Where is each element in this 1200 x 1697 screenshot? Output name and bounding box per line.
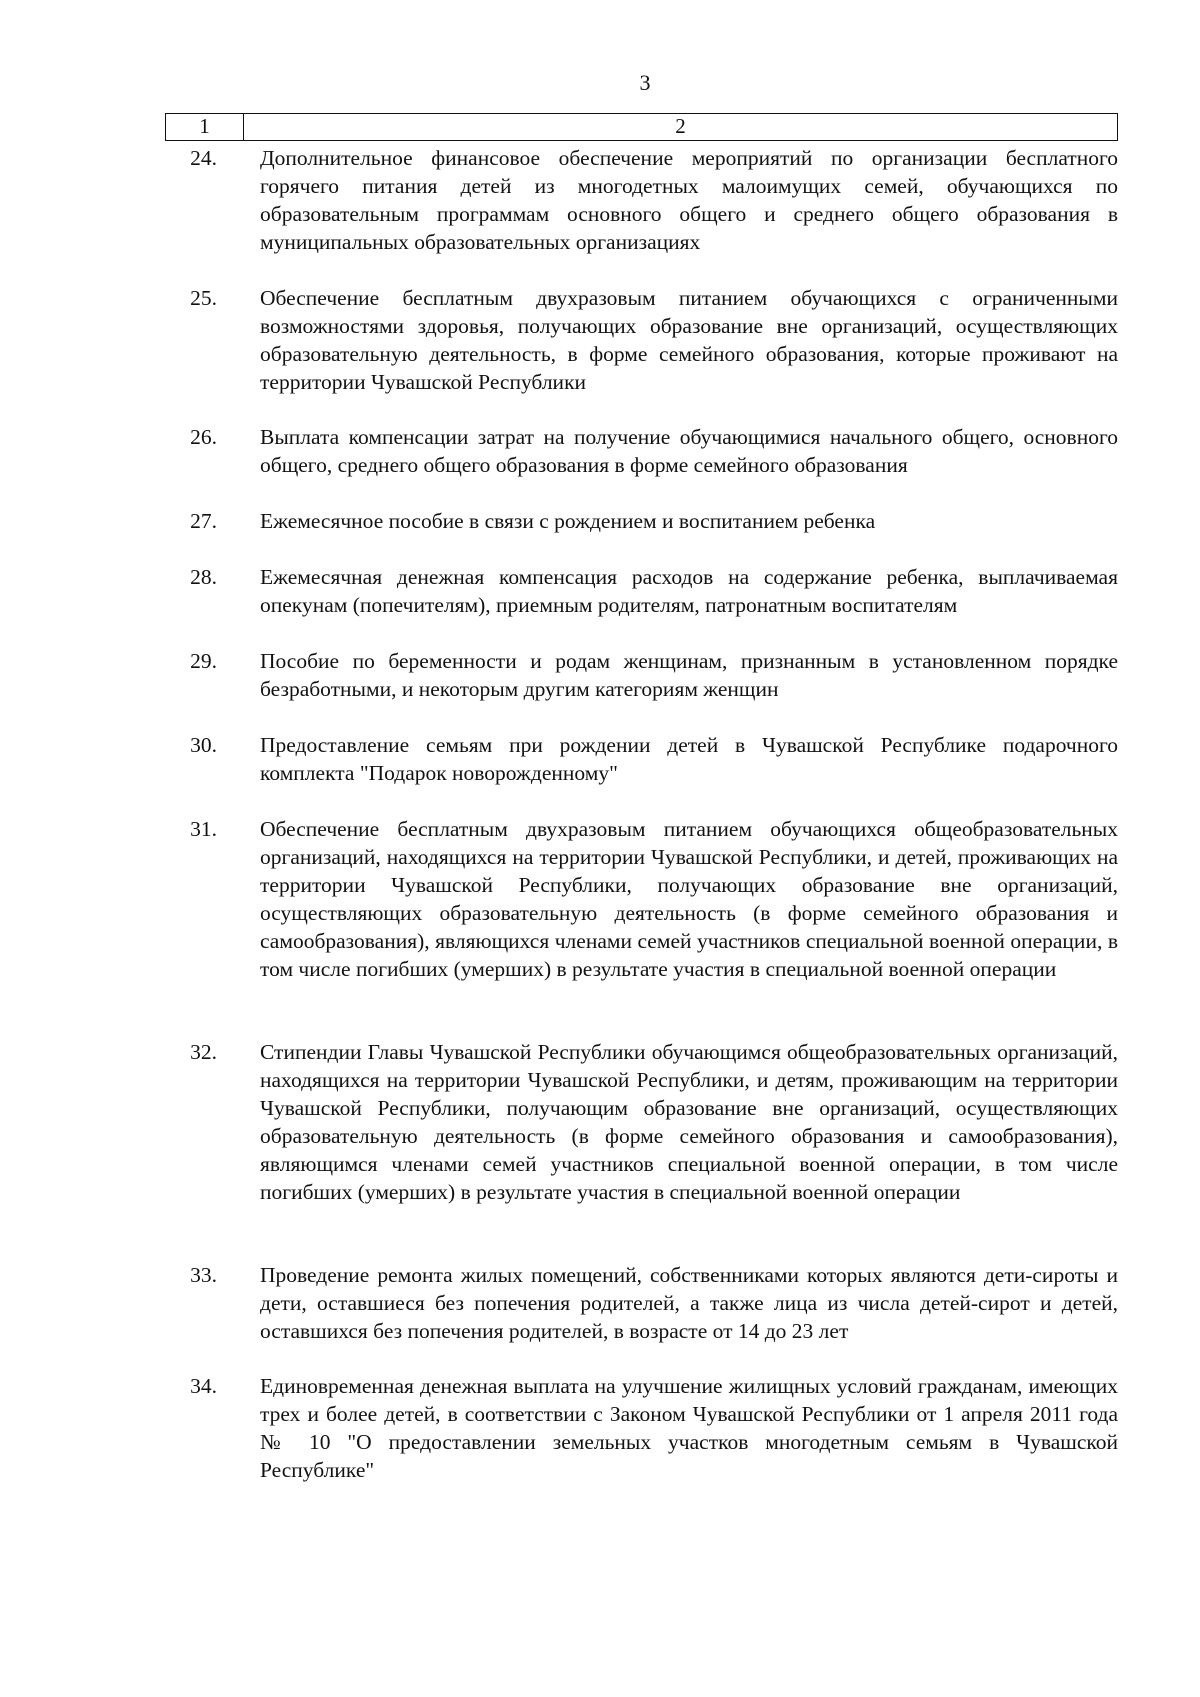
row-number: 31. bbox=[190, 817, 217, 841]
row-number: 32. bbox=[190, 1040, 217, 1064]
row-number: 29. bbox=[190, 649, 217, 673]
row-text: Обеспечение бесплатным двухразовым питанием обучающихся общеобразовательных организаций, находящихся на территории Чувашской Республики, и детей, проживающих на территории Чувашской Республики, получающих образование вне организаций, осуществляющих образовательную деятельность (в форме семейного образования и самообразования), являющихся членами семей участников специальной военной операции, в том числе погибших (умерших) в результате участия в специальной военной операции bbox=[260, 817, 1118, 981]
row-text: Стипендии Главы Чувашской Республики обучающимся общеобразовательных организаций, находящихся на территории Чувашской Республики, и детям, проживающим на территории Чувашской Республики, получающим образование вне организаций, осуществляющих образовательную деятельность (в форме семейного образования и самообразования), являющимся членами семей участников специальной военной операции, в том числе погибших (умерших) в результате участия в специальной военной операции bbox=[260, 1040, 1118, 1204]
table-row bbox=[165, 1038, 1118, 1206]
row-text: Ежемесячная денежная компенсация расходов на содержание ребенка, выплачиваемая опекунам (попечителям), приемным родителям, патронатным воспитателям bbox=[260, 565, 1118, 617]
row-text: Выплата компенсации затрат на получение обучающимися начального общего, основного общего, среднего общего образования в форме семейного образования bbox=[260, 425, 1118, 477]
table-header-col-1: 1 bbox=[166, 114, 244, 140]
table-row bbox=[165, 284, 1118, 396]
table-row bbox=[165, 507, 1118, 535]
row-number: 28. bbox=[190, 565, 217, 589]
row-text: Предоставление семьям при рождении детей в Чувашской Республике подарочного комплекта "Подарок новорожденному" bbox=[260, 733, 1118, 785]
row-text: Пособие по беременности и родам женщинам, признанным в установленном порядке безработными, и некоторым другим категориям женщин bbox=[260, 649, 1118, 701]
table-header bbox=[165, 113, 1118, 141]
table-row bbox=[165, 563, 1118, 619]
table-row bbox=[165, 1372, 1118, 1484]
table-row bbox=[165, 1261, 1118, 1345]
row-number: 27. bbox=[190, 509, 217, 533]
row-number: 30. bbox=[190, 733, 217, 757]
page-number: 3 bbox=[639, 70, 651, 95]
table-row bbox=[165, 423, 1118, 479]
table-row bbox=[165, 647, 1118, 703]
row-number: 33. bbox=[190, 1263, 217, 1287]
row-text: Ежемесячное пособие в связи с рождением и воспитанием ребенка bbox=[260, 509, 876, 533]
row-text: Дополнительное финансовое обеспечение мероприятий по организации бесплатного горячего питания детей из многодетных малоимущих семей, обучающихся по образовательным программам основного общего и среднего общего образования в муниципальных образовательных организациях bbox=[260, 146, 1118, 254]
table-header-col-2: 2 bbox=[675, 114, 686, 138]
row-number: 24. bbox=[190, 146, 217, 170]
row-number: 26. bbox=[190, 425, 217, 449]
table-row bbox=[165, 144, 1118, 256]
row-text: Обеспечение бесплатным двухразовым питанием обучающихся с ограниченными возможностями здоровья, получающих образование вне организаций, осуществляющих образовательную деятельность, в форме семейного образования, которые проживают на территории Чувашской Республики bbox=[260, 286, 1118, 394]
table-row bbox=[165, 815, 1118, 983]
table-row bbox=[165, 731, 1118, 787]
row-text: Проведение ремонта жилых помещений, собственниками которых являются дети-сироты и дети, оставшиеся без попечения родителей, а также лица из числа детей-сирот и детей, оставшихся без попечения родителей, в возрасте от 14 до 23 лет bbox=[260, 1263, 1118, 1343]
row-number: 25. bbox=[190, 286, 217, 310]
row-number: 34. bbox=[190, 1374, 217, 1398]
row-text: Единовременная денежная выплата на улучшение жилищных условий гражданам, имеющих трех и более детей, в соответствии с Законом Чувашской Республики от 1 апреля 2011 года № 10 "О предоставлении земельных участков многодетным семьям в Чувашской Республике" bbox=[260, 1374, 1118, 1482]
